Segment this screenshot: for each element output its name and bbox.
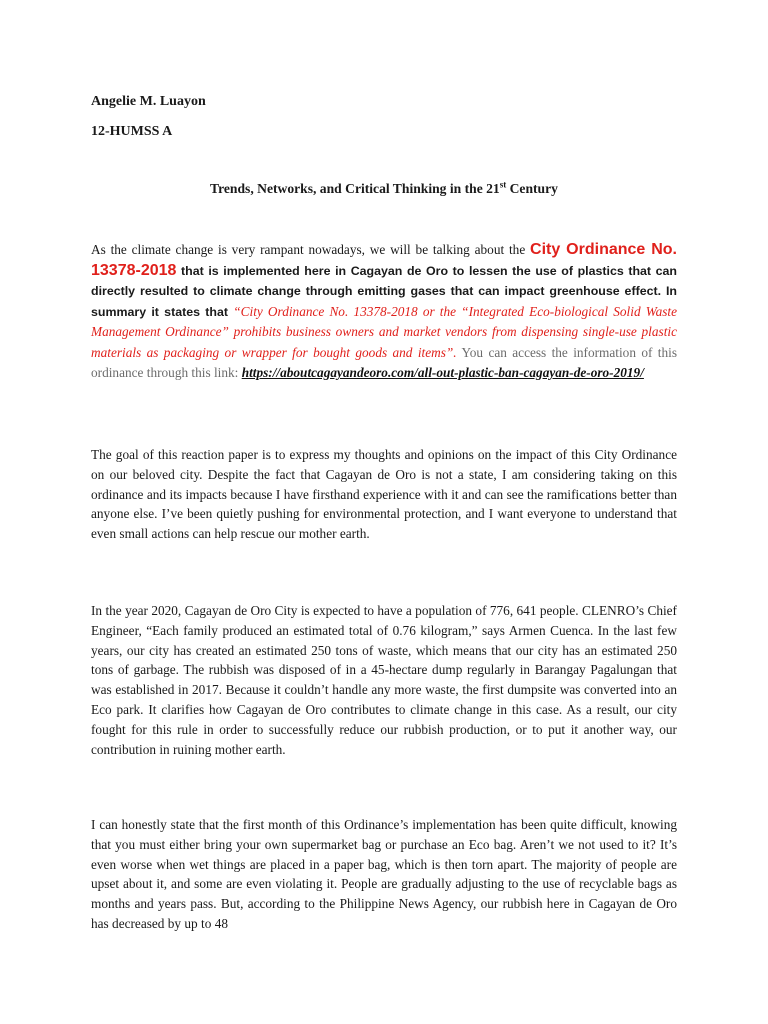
title-end: Century	[506, 181, 558, 196]
intro-body: that is implemented here in Cagayan de Oro to lessen the use of plastics that can directly resulted to climate change through emitting gases that can impact greenhouse effect. In summary it states that	[91, 263, 677, 319]
title-superscript: st	[499, 179, 507, 190]
author-name: Angelie M. Luayon	[91, 94, 206, 109]
paragraph-goal: The goal of this reaction paper is to express my thoughts and opinions on the impact of this City Ordinance on our beloved city. Despite the fact that Cagayan de Oro is not a state, I am considering taking on this ordinance and its impacts because I have firsthand experience with it and can see the ramifications better than anyone else. I’ve been quietly pushing for environmental protection, and I want everyone to understand that even small actions can help rescue our mother earth.	[91, 447, 677, 542]
paragraph-implementation: I can honestly state that the first month of this Ordinance’s implementation has been quite difficult, knowing that you must either bring your own supermarket bag or purchase an Eco bag. Aren’t we not used to it? It’s even worse when wet things are placed in a paper bag, which is then torn apart. The majority of people are upset about it, and some are even violating it. People are gradually adjusting to the use of recyclable bags as months and years pass. But, according to the Philippine News Agency, our rubbish here in Cagayan de Oro has decreased by up to 48	[91, 817, 677, 931]
paragraph-population: In the year 2020, Cagayan de Oro City is expected to have a population of 776, 641 people. CLENRO’s Chief Engineer, “Each family produced an estimated total of 0.76 kilogram,” says Armen Cuenca. In the last few years, our city has created an estimated 250 tons of waste, which means that our city has an estimated 250 tons of garbage. The rubbish was disposed of in a 45-hectare dump regularly in Barangay Pagalungan that was established in 2017. Because it couldn’t handle any more waste, the first dumpsite was converted into an Eco park. It clarifies how Cagayan de Oro contributes to climate change in this case. As a result, our city fought for this rule in order to successfully reduce our rubbish production, or to put it another way, our contribution in ruining mother earth.	[91, 603, 677, 757]
section-label: 12-HUMSS A	[91, 124, 173, 139]
intro-lead: As the climate change is very rampant nowadays, we will be talking about the	[91, 242, 531, 257]
title-main: Trends, Networks, and Critical Thinking in the 21	[210, 181, 500, 196]
ordinance-quote: “City Ordinance No. 13378-2018 or the “Integrated Eco-biological Solid Waste Management Ordinance” prohibits business owners and market vendors from dispensing single-use plastic materials as packaging or wrapper for bought goods and items”.	[91, 303, 678, 360]
access-text: You can access the information of this ordinance through this link:	[91, 344, 678, 380]
ordinance-name: City Ordinance No. 13378-2018	[91, 241, 678, 279]
ordinance-link[interactable]: https://aboutcagayandeoro.com/all-out-plastic-ban-cagayan-de-oro-2019/	[241, 365, 644, 380]
paragraph-intro	[91, 240, 677, 384]
paper-title	[91, 181, 677, 197]
